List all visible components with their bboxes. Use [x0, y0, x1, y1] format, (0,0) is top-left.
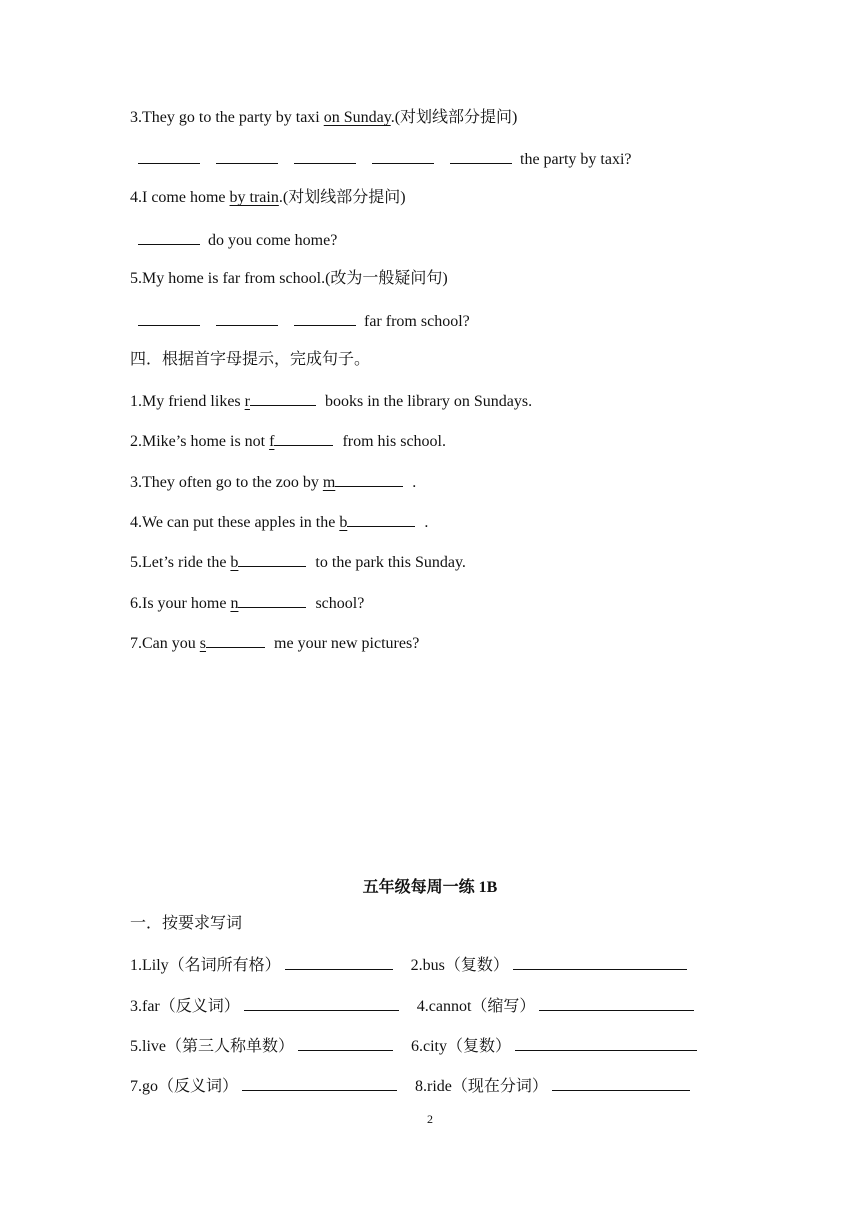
- item-text: 6.city（复数）: [411, 1038, 511, 1055]
- q3-suffix: .(对划线部分提问): [390, 109, 518, 126]
- answer-blank[interactable]: [513, 954, 687, 970]
- answer-blank[interactable]: [450, 148, 512, 164]
- item-text: 4.We can put these apples in the: [130, 514, 340, 531]
- item-text: .: [424, 514, 429, 531]
- fill-item: [130, 390, 532, 412]
- q3-answer-line: [138, 148, 632, 170]
- item-text: 7.Can you: [130, 635, 200, 652]
- item-text: 2.Mike’s home is not: [130, 433, 270, 450]
- worksheet-title: 五年级每周一练 1B: [362, 879, 498, 896]
- answer-blank[interactable]: [250, 390, 316, 406]
- item-text: 1.My friend likes: [130, 393, 245, 410]
- fill-item: [130, 592, 364, 614]
- question-4-rewrite: [130, 188, 406, 208]
- item-text: 2.bus（复数）: [410, 957, 509, 974]
- q3-answer-tail: the party by taxi?: [520, 151, 632, 168]
- answer-blank[interactable]: [216, 310, 278, 326]
- item-text: .: [412, 474, 417, 491]
- answer-blank[interactable]: [238, 592, 306, 608]
- item-text: 8.ride（现在分词）: [415, 1078, 548, 1095]
- fill-item: [130, 632, 419, 654]
- answer-blank[interactable]: [552, 1075, 690, 1091]
- item-text: 3.They often go to the zoo by: [130, 474, 323, 491]
- fill-item: [130, 430, 446, 452]
- answer-blank[interactable]: [539, 995, 694, 1011]
- fill-item: [130, 551, 466, 573]
- item-text: me your new pictures?: [274, 635, 420, 652]
- item-text: school?: [315, 595, 365, 612]
- item-text: 3.far（反义词）: [130, 998, 240, 1015]
- q5-answer-tail: far from school?: [364, 313, 470, 330]
- word-item-row: [130, 995, 694, 1017]
- item-text: 5.live（第三人称单数）: [130, 1038, 294, 1055]
- word-item-row: [130, 1035, 697, 1057]
- first-letter-hint: r: [244, 393, 250, 410]
- item-text: 1.Lily（名词所有格）: [130, 957, 281, 974]
- q3-underlined-phrase: on Sunday: [323, 109, 391, 126]
- answer-blank[interactable]: [347, 511, 415, 527]
- answer-blank[interactable]: [138, 229, 200, 245]
- answer-blank[interactable]: [294, 310, 356, 326]
- answer-blank[interactable]: [285, 954, 393, 970]
- first-letter-hint: b: [230, 554, 239, 571]
- answer-blank[interactable]: [244, 995, 399, 1011]
- first-letter-hint: b: [339, 514, 348, 531]
- q4-answer-tail: do you come home?: [208, 232, 338, 249]
- item-text: books in the library on Sundays.: [324, 393, 533, 410]
- item-text: to the park this Sunday.: [315, 554, 466, 571]
- first-letter-hint: s: [199, 635, 207, 652]
- answer-blank[interactable]: [238, 551, 306, 567]
- q5-text: 5.My home is far from school.(改为一般疑问句): [130, 270, 448, 287]
- section-4-heading: 四．根据首字母提示，完成句子。: [130, 351, 371, 368]
- q5-answer-line: [138, 310, 470, 332]
- page-number: 2: [427, 1112, 433, 1126]
- word-item-row: [130, 1075, 690, 1097]
- question-5-rewrite: [130, 269, 448, 289]
- first-letter-hint: f: [269, 433, 275, 450]
- answer-blank[interactable]: [298, 1035, 393, 1051]
- q4-prefix: 4.I come home: [130, 189, 230, 206]
- answer-blank[interactable]: [206, 632, 265, 648]
- first-letter-hint: n: [230, 595, 239, 612]
- q4-answer-line: [138, 229, 337, 251]
- question-3-rewrite: [130, 108, 517, 128]
- q4-underlined-phrase: by train: [229, 189, 279, 206]
- answer-blank[interactable]: [242, 1075, 397, 1091]
- item-text: 6.Is your home: [130, 595, 231, 612]
- answer-blank[interactable]: [138, 310, 200, 326]
- item-text: 5.Let’s ride the: [130, 554, 231, 571]
- fill-item: [130, 511, 428, 533]
- word-item-row: [130, 954, 687, 976]
- answer-blank[interactable]: [216, 148, 278, 164]
- answer-blank[interactable]: [335, 471, 403, 487]
- answer-blank[interactable]: [274, 430, 333, 446]
- item-text: 4.cannot（缩写）: [416, 998, 536, 1015]
- item-text: 7.go（反义词）: [130, 1078, 239, 1095]
- fill-item: [130, 471, 416, 493]
- q4-suffix: .(对划线部分提问): [278, 189, 406, 206]
- q3-prefix: 3.They go to the party by taxi: [130, 109, 324, 126]
- first-letter-hint: m: [322, 474, 336, 491]
- answer-blank[interactable]: [515, 1035, 697, 1051]
- answer-blank[interactable]: [372, 148, 434, 164]
- item-text: from his school.: [342, 433, 446, 450]
- section-1-heading: 一．按要求写词: [130, 915, 243, 932]
- answer-blank[interactable]: [138, 148, 200, 164]
- answer-blank[interactable]: [294, 148, 356, 164]
